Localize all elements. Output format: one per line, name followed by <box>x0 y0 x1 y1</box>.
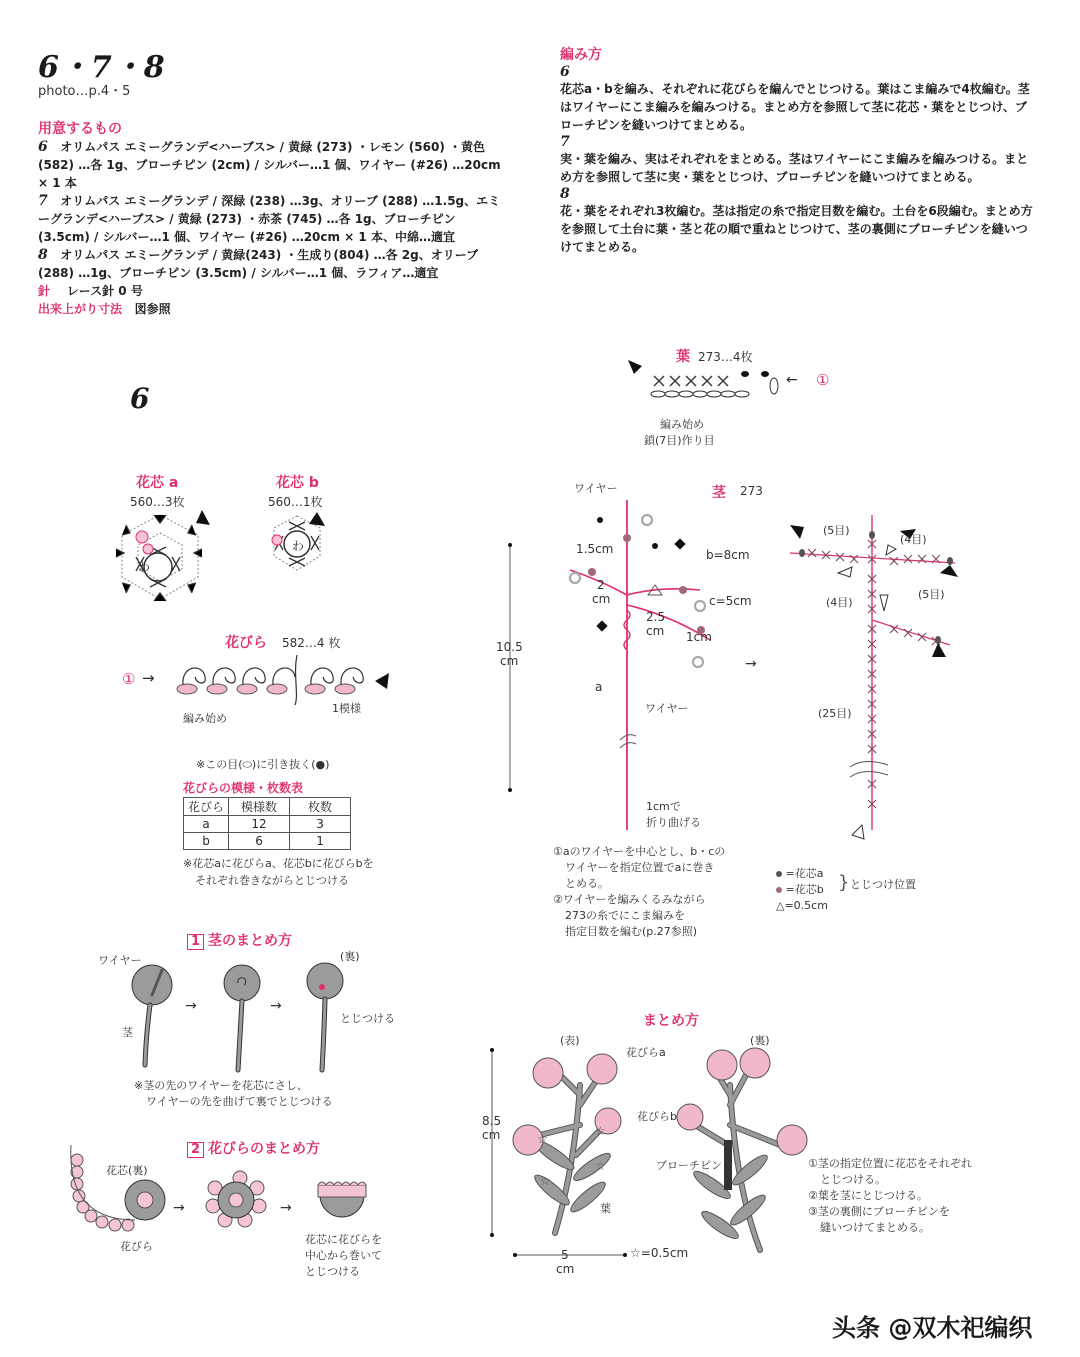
stitch-count-5-right: (5目) <box>918 588 945 601</box>
finish-petal-a-label: 花びらa <box>626 1046 666 1059</box>
photo-reference: photo…p.4・5 <box>38 84 131 99</box>
table-row: a 12 3 <box>184 816 351 833</box>
stem-wire-diagram <box>500 490 780 840</box>
petal-repeat-label: 1模様 <box>332 702 361 715</box>
stem-c-length: c=5cm <box>709 594 752 608</box>
finish-title: まとめ方 <box>643 1013 699 1029</box>
stem-dim-2: 2 <box>597 578 605 592</box>
petal-assembly-petal-label: 花びら <box>120 1240 153 1253</box>
petal-chart <box>175 655 395 705</box>
leaf-count: 273…4枚 <box>698 350 753 364</box>
stitch-count-4-left: (4目) <box>826 596 853 609</box>
materials-item-7: 7 オリムパス エミーグランデ / 深緑 (238) …3g、オリーブ (288) …1.5g、エミーグランデ<ハーブス> / 黄緑 (273) ・赤茶 (745) …各 1g、ブローチピン (3.5cm) / シルバー…1 個、ワイヤー (#26) …20cm × 1 本、中綿…適宜 <box>38 193 501 244</box>
core-a-ring-label: わ <box>138 560 151 574</box>
svg-text:☆: ☆ <box>537 1132 548 1146</box>
finish-star-legend: ☆=0.5cm <box>630 1246 689 1260</box>
watermark: 头条 @双木祀编织 <box>832 1314 1033 1342</box>
stem-notes: ①aのワイヤーを中心とし、b・cの ワイヤーを指定位置でaに巻き とめる。 ②ワイヤーを編みくるみながら 273の糸でにこま編みを 指定目数を編む(p.27参照) <box>553 845 726 938</box>
attach-note: ※花芯aに花びらa、花芯bに花びらbを それぞれ巻きながらとじつける <box>183 857 374 887</box>
stem-dim-2-5-unit: cm <box>646 624 665 638</box>
stem-title: 茎 <box>712 485 726 501</box>
finish-front-label: (表) <box>560 1034 580 1047</box>
needle-row: 針 レース針 0 号 <box>38 284 143 298</box>
stem-wire-mid-label: ワイヤー <box>645 702 689 715</box>
stem-b-length: b=8cm <box>706 548 750 562</box>
svg-text:☆: ☆ <box>595 1159 606 1173</box>
materials-list <box>38 138 508 318</box>
stitch-count-5-left: (5目) <box>823 524 850 537</box>
finish-petal-b-label: 花びらb <box>637 1110 677 1123</box>
core-a-count: 560…3枚 <box>130 495 185 509</box>
finish-width-unit: cm <box>556 1262 575 1276</box>
arrow-left-icon: ← <box>786 372 798 388</box>
stem-fold-label-1: 1cmで <box>646 800 681 813</box>
core-a-title: 花芯 a <box>136 475 179 491</box>
core-a-dot-icon <box>776 871 782 877</box>
table-row: b 6 1 <box>184 833 351 850</box>
materials-heading: 用意するもの <box>38 121 122 137</box>
instruction-7: 実・葉を編み、実はそれぞれをまとめる。茎はワイヤーにこま編みを編みつける。まとめ方を参照して茎に実・葉をとじつけ、ブローチピンを縫いつけてまとめる。 <box>560 152 1029 184</box>
stem-legend: =花芯a =花芯b △=0.5cm <box>776 867 828 912</box>
pull-through-note: ※この目(⬭)に引き抜く(●) <box>196 758 330 771</box>
stem-a-label: a <box>595 680 603 694</box>
stem-fold-label-2: 折り曲げる <box>646 816 701 829</box>
svg-text:→: → <box>185 998 197 1014</box>
arrow-right-icon: → <box>142 669 155 687</box>
svg-text:☆: ☆ <box>595 1124 606 1138</box>
stitch-count-4-right: (4目) <box>900 533 927 546</box>
materials-item-8: 8 オリムパス エミーグランデ / 黄緑(243) ・生成り(804) …各 2g、オリーブ(288) …1g、ブローチピン (3.5cm) / シルバー…1 個、ラフィア…適宜 <box>38 247 479 280</box>
core-b-title: 花芯 b <box>276 475 319 491</box>
instructions-heading: 編み方 <box>560 47 602 63</box>
petal-start-label: 編み始め <box>183 712 227 725</box>
leaf-title: 葉 <box>676 349 690 365</box>
svg-text:→: → <box>173 1200 185 1216</box>
stem-assembly-note: ※茎の先のワイヤーを花芯にさし、 ワイヤーの先を曲げて裏でとじつける <box>134 1079 333 1108</box>
instruction-6: 花芯a・bを編み、それぞれに花びらを編んでとじつける。葉はこま編みで4枚編む。茎はワイヤーにこま編みを編みつける。まとめ方を参照して茎に花芯・葉をとじつけ、ブローチピンを縫いつけてまとめる。 <box>560 82 1030 132</box>
svg-text:→: → <box>745 656 757 672</box>
stem-assembly-title: 1 茎のまとめ方 <box>187 930 292 950</box>
stem-total-length: 10.5 <box>496 640 523 654</box>
stem-assembly-stem-label: 茎 <box>122 1026 133 1039</box>
stem-code: 273 <box>740 484 763 498</box>
svg-text:☆: ☆ <box>540 1174 551 1188</box>
stem-dim-2-unit: cm <box>592 592 611 606</box>
petal-table <box>183 797 351 850</box>
instruction-8: 花・葉をそれぞれ3枚編む。茎は指定の糸で指定目数を編む。土台を6段編む。まとめ方を参照して土台に葉・茎と花の順で重ねとじつけて、茎の裏側にブローチピンを縫いつけてまとめる。 <box>560 204 1033 254</box>
finish-notes: ①茎の指定位置に花芯をそれぞれ とじつける。 ②葉を茎にとじつける。 ③茎の裏側にブローチピンを 縫いつけてまとめる。 <box>808 1157 972 1234</box>
petal-table-title: 花びらの模様・枚数表 <box>183 781 304 795</box>
core-b-dot-icon <box>776 887 782 893</box>
svg-text:→: → <box>280 1200 292 1216</box>
size-row: 出来上がり寸法 図参照 <box>38 302 171 316</box>
leaf-start-marker: ① <box>816 371 830 389</box>
stem-dim-2-5: 2.5 <box>646 610 666 624</box>
petal-assembly-title: 2 花びらのまとめ方 <box>187 1138 320 1158</box>
materials-item-6: 6 オリムパス エミーグランデ<ハーブス> / 黄緑 (273) ・レモン (560) ・黄色 (582) …各 1g、ブローチピン (2cm) / シルバー…1 個、ワイヤー (#26) …20cm × 1 本 <box>38 139 501 190</box>
stem-wire-top-label: ワイヤー <box>574 482 618 495</box>
section-number: 6 <box>130 382 151 415</box>
stem-assembly-wire-label: ワイヤー <box>98 954 142 967</box>
leaf-chart <box>628 360 788 410</box>
petal-title: 花びら <box>225 635 267 651</box>
leaf-start-label: 編み始め <box>660 418 704 431</box>
stem-assembly-back-label: (裏) <box>340 950 360 963</box>
core-a-chart <box>110 505 220 615</box>
petal-count: 582…4 枚 <box>282 636 341 650</box>
finish-width: 5 <box>561 1248 569 1262</box>
petal-assembly-diagram <box>65 1140 375 1240</box>
finish-leaf-label: 葉 <box>600 1202 611 1215</box>
table-header-row: 花びら 模様数 枚数 <box>184 798 351 816</box>
stem-assembly-attach-label: とじつける <box>340 1012 395 1025</box>
petal-start-marker: ① <box>122 670 136 688</box>
stem-dim-1-5cm: 1.5cm <box>576 542 614 556</box>
finish-height-unit: cm <box>482 1128 501 1142</box>
page-title: 6・7・8 <box>38 50 166 85</box>
finish-diagram <box>480 1045 820 1260</box>
svg-text:→: → <box>270 998 282 1014</box>
petal-assembly-core-label: 花芯(裏) <box>106 1164 148 1177</box>
instructions-list: 6 花芯a・bを編み、それぞれに花びらを編んでとじつける。葉はこま編みで4枚編む。茎はワイヤーにこま編みを編みつける。まとめ方を参照して茎に花芯・葉をとじつけ、ブローチピンを縫いつけてまとめる。 7 実・葉を編み、実はそれぞれをまとめる。茎はワイヤーにこま編みを編みつける。まとめ方を参照して茎に実・葉をとじつけ、ブローチピンを縫いつけてまとめる。 8 花・葉をそれぞれ3枚編む。茎は指定の糸で指定目数を編む。土台を6段編む。まとめ方を参照して土台に葉・茎と花の順で重ねとじつけて、茎の裏側にブローチピンを縫いつけてまとめる。 <box>560 64 1035 256</box>
stem-dim-1cm: 1cm <box>686 630 712 644</box>
core-b-count: 560…1枚 <box>268 495 323 509</box>
core-b-ring-label: わ <box>292 539 305 553</box>
core-b-chart <box>265 510 345 590</box>
leaf-chain-label: 鎖(7目)作り目 <box>644 434 715 447</box>
petal-assembly-note: 花芯に花びらを 中心から巻いて とじつける <box>305 1233 382 1278</box>
stem-stitch-chart <box>790 515 970 845</box>
brace-icon: } <box>838 872 850 893</box>
stitch-count-25: (25目) <box>818 707 852 720</box>
finish-back-label: (裏) <box>750 1034 770 1047</box>
stem-total-unit: cm <box>500 654 519 668</box>
finish-height: 8.5 <box>482 1114 502 1128</box>
finish-brooch-label: ブローチピン <box>656 1159 722 1172</box>
attach-position-label: とじつけ位置 <box>850 878 916 891</box>
